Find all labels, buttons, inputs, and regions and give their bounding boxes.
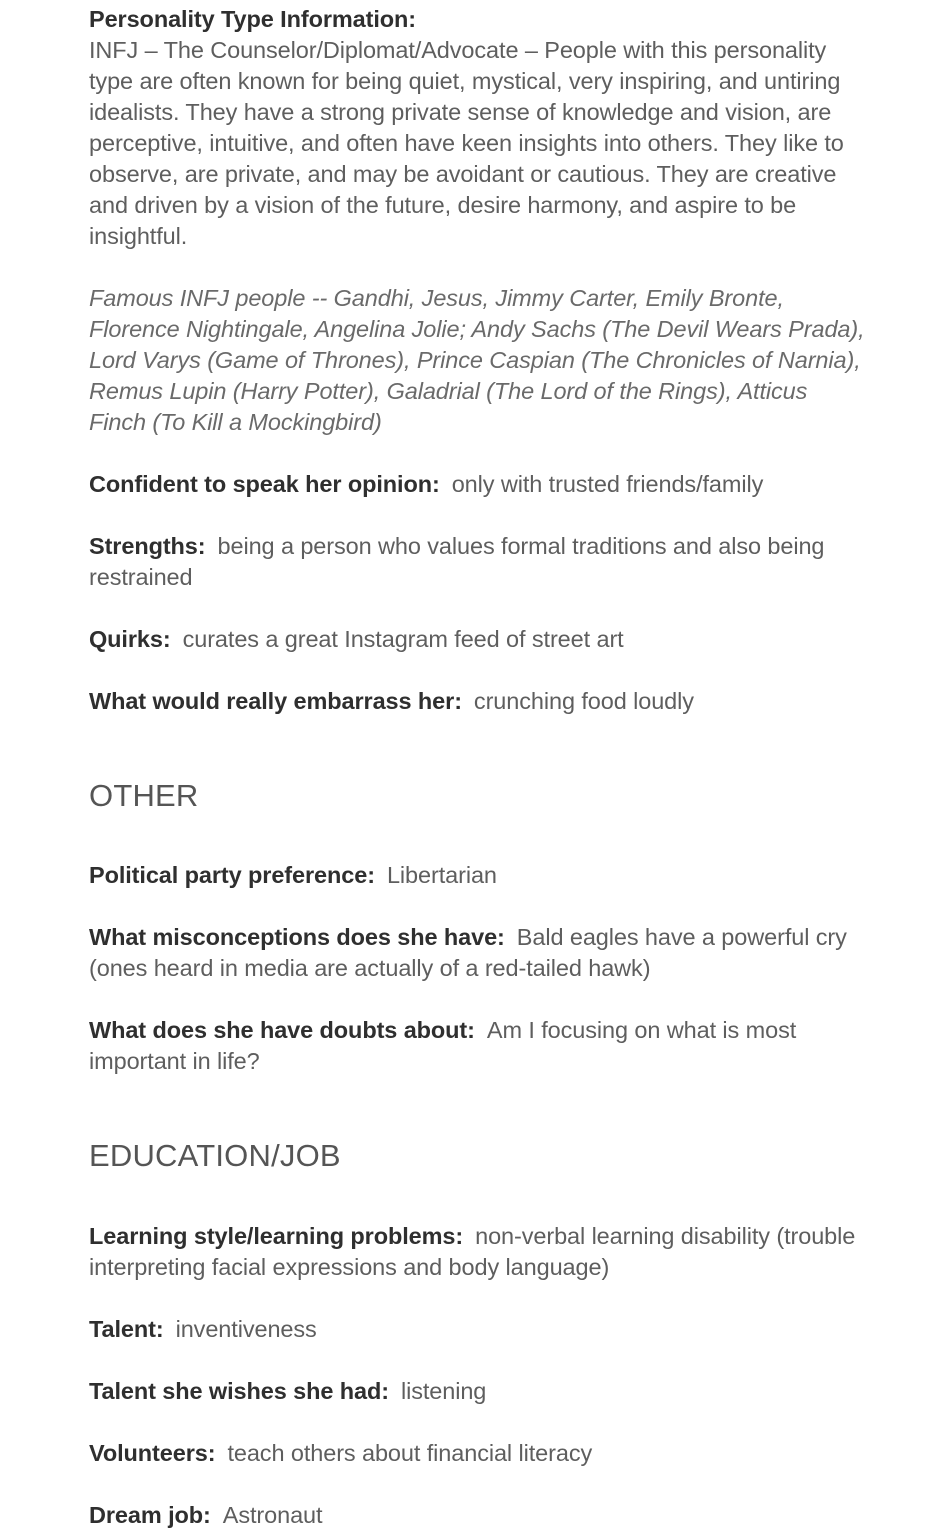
field-political-party: [89, 860, 869, 891]
field-talent-wished: [89, 1376, 869, 1407]
field-label: What does she have doubts about:: [89, 1017, 475, 1043]
field-label: Confident to speak her opinion:: [89, 471, 440, 497]
field-value: only with trusted friends/family: [451, 471, 764, 497]
field-strengths: [89, 531, 869, 593]
field-value: listening: [400, 1378, 487, 1404]
profile-document: [89, 4, 869, 1531]
field-value: inventiveness: [175, 1316, 317, 1342]
famous-people-text: Famous INFJ people -- Gandhi, Jesus, Jimmy Carter, Emily Bronte, Florence Nightingale, Angelina Jolie; Andy Sachs (The Devil Wears Prada), Lord Varys (Game of Thrones), Prince Caspian (The Chronicles of Narnia), Remus Lupin (Harry Potter), Galadrial (The Lord of the Rings), Atticus Finch (To Kill a Mockingbird): [89, 285, 865, 435]
field-value: Libertarian: [386, 862, 497, 888]
field-label: Strengths:: [89, 533, 206, 559]
field-value: being a person who values formal traditions and also being restrained: [89, 533, 825, 590]
field-dream-job: [89, 1500, 869, 1531]
field-volunteers: [89, 1438, 869, 1469]
field-embarrass: [89, 686, 869, 717]
field-value: Bald eagles have a powerful cry (ones heard in media are actually of a red-tailed hawk): [89, 924, 847, 981]
field-label: Quirks:: [89, 626, 171, 652]
field-learning-style: [89, 1221, 869, 1283]
field-confident-opinion: [89, 469, 869, 500]
section-heading-education-job: EDUCATION/JOB: [89, 1138, 341, 1173]
field-talent: [89, 1314, 869, 1345]
field-label: Talent she wishes she had:: [89, 1378, 389, 1404]
field-value: non-verbal learning disability (trouble interpreting facial expressions and body language): [89, 1223, 856, 1280]
field-label: Talent:: [89, 1316, 164, 1342]
field-value: curates a great Instagram feed of street art: [182, 626, 624, 652]
field-label: What would really embarrass her:: [89, 688, 462, 714]
field-value: Astronaut: [222, 1502, 323, 1528]
section-heading-other: OTHER: [89, 778, 199, 813]
field-label: What misconceptions does she have:: [89, 924, 505, 950]
field-value: crunching food loudly: [473, 688, 694, 714]
field-label: Learning style/learning problems:: [89, 1223, 464, 1249]
field-value: Am I focusing on what is most important in life?: [89, 1017, 797, 1074]
personality-type-description: INFJ – The Counselor/Diplomat/Advocate – People with this personality type are often known for being quiet, mystical, very inspiring, and untiring idealists. They have a strong private sense of knowledge and vision, are perceptive, intuitive, and often have keen insights into others. They like to observe, are private, and may be avoidant or cautious. They are creative and driven by a vision of the future, desire harmony, and aspire to be insightful.: [89, 37, 844, 249]
personality-type-block: [89, 4, 869, 252]
field-value: teach others about financial literacy: [227, 1440, 593, 1466]
field-label: Political party preference:: [89, 862, 375, 888]
field-label: Dream job:: [89, 1502, 211, 1528]
famous-people-block: [89, 283, 869, 438]
field-doubts: [89, 1015, 869, 1077]
field-quirks: [89, 624, 869, 655]
field-misconceptions: [89, 922, 869, 984]
personality-type-label: Personality Type Information:: [89, 6, 417, 32]
field-label: Volunteers:: [89, 1440, 216, 1466]
